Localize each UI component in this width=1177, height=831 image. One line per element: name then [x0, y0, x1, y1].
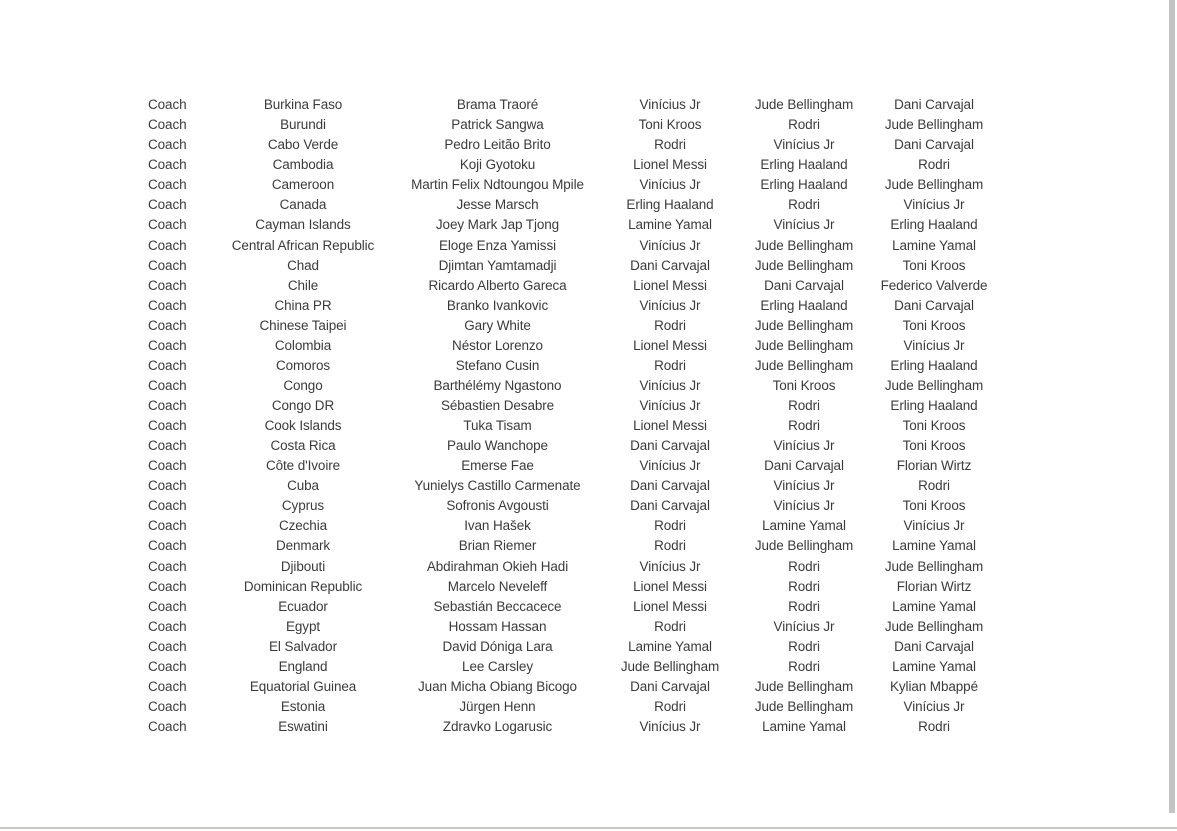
- cell-first-pick: Lamine Yamal: [628, 217, 712, 233]
- table-row: [148, 195, 993, 215]
- cell-coach-name: David Dóniga Lara: [442, 638, 553, 654]
- cell-second-pick: Jude Bellingham: [754, 97, 854, 113]
- cell-third-pick: Jude Bellingham: [884, 618, 984, 634]
- cell-third-pick: Dani Carvajal: [894, 97, 974, 113]
- cell-coach-name: Djimtan Yamtamadji: [438, 257, 557, 273]
- cell-country: Egypt: [285, 618, 321, 634]
- cell-country: Central African Republic: [231, 237, 375, 253]
- cell-second-pick: Vinícius Jr: [773, 618, 835, 634]
- cell-country: Cook Islands: [264, 418, 342, 434]
- cell-third-pick: Rodri: [918, 157, 950, 173]
- cell-country: Côte d'Ivoire: [265, 458, 341, 474]
- cell-country: China PR: [274, 297, 332, 313]
- cell-third-pick: Jude Bellingham: [884, 177, 984, 193]
- cell-coach-name: Marcelo Neveleff: [447, 578, 548, 594]
- cell-role: Coach: [148, 638, 187, 654]
- cell-first-pick: Dani Carvajal: [630, 257, 710, 273]
- cell-coach-name: Tuka Tisam: [463, 418, 532, 434]
- cell-second-pick: Vinícius Jr: [773, 137, 835, 153]
- cell-coach-name: Branko Ivankovic: [446, 297, 549, 313]
- cell-third-pick: Vinícius Jr: [903, 698, 965, 714]
- cell-second-pick: Rodri: [788, 578, 820, 594]
- cell-first-pick: Lionel Messi: [633, 418, 707, 434]
- cell-third-pick: Lamine Yamal: [892, 598, 976, 614]
- cell-third-pick: Florian Wirtz: [896, 458, 972, 474]
- cell-first-pick: Lionel Messi: [633, 277, 707, 293]
- cell-country: Djibouti: [280, 558, 326, 574]
- cell-role: Coach: [148, 398, 187, 413]
- cell-role: Coach: [148, 498, 187, 514]
- table-row: [148, 95, 993, 115]
- cell-first-pick: Lionel Messi: [633, 157, 707, 173]
- table-row: [148, 637, 993, 657]
- cell-second-pick: Dani Carvajal: [764, 458, 844, 474]
- cell-coach-name: Jesse Marsch: [456, 197, 539, 213]
- cell-third-pick: Vinícius Jr: [903, 197, 965, 213]
- cell-role: Coach: [148, 377, 187, 393]
- cell-role: Coach: [148, 117, 187, 133]
- cell-role: Coach: [148, 137, 187, 153]
- cell-country: Cayman Islands: [255, 217, 351, 233]
- cell-second-pick: Jude Bellingham: [754, 257, 854, 273]
- cell-country: Dominican Republic: [243, 578, 363, 594]
- page-bottom-border: [0, 827, 1177, 829]
- cell-role: Coach: [148, 518, 187, 534]
- table-row: [148, 135, 993, 155]
- cell-country: Costa Rica: [270, 438, 336, 454]
- cell-coach-name: Ivan Hašek: [464, 518, 531, 534]
- table-row: [148, 516, 993, 536]
- cell-third-pick: Toni Kroos: [902, 257, 966, 273]
- cell-first-pick: Dani Carvajal: [630, 498, 710, 514]
- cell-country: Denmark: [275, 538, 331, 554]
- table-row: [148, 496, 993, 516]
- cell-role: Coach: [148, 217, 187, 233]
- cell-first-pick: Vinícius Jr: [639, 719, 701, 734]
- votes-table: [148, 75, 993, 737]
- table-row: [148, 336, 993, 356]
- cell-third-pick: Lamine Yamal: [892, 237, 976, 253]
- cell-second-pick: Rodri: [788, 658, 820, 674]
- cell-second-pick: Jude Bellingham: [754, 317, 854, 333]
- cell-second-pick: Lamine Yamal: [762, 719, 846, 734]
- table-row: [148, 236, 993, 256]
- cell-first-pick: Rodri: [654, 137, 686, 153]
- cell-third-pick: Erling Haaland: [890, 398, 978, 413]
- cell-role: Coach: [148, 357, 187, 373]
- cell-second-pick: Rodri: [788, 558, 820, 574]
- cell-first-pick: Lionel Messi: [633, 598, 707, 614]
- cell-first-pick: Erling Haaland: [626, 197, 714, 213]
- cell-coach-name: Juan Micha Obiang Bicogo: [418, 678, 577, 694]
- cell-third-pick: Jude Bellingham: [884, 558, 984, 574]
- cell-country: Cuba: [287, 478, 319, 494]
- cell-third-pick: Kylian Mbappé: [889, 678, 978, 694]
- cell-country: Congo DR: [271, 398, 335, 413]
- cell-third-pick: Federico Valverde: [880, 277, 988, 293]
- cell-coach-name: Zdravko Logarusic: [442, 719, 553, 734]
- cell-second-pick: Jude Bellingham: [754, 538, 854, 554]
- cell-third-pick: Dani Carvajal: [894, 137, 974, 153]
- cell-role: Coach: [148, 277, 187, 293]
- cell-coach-name: Yunielys Castillo Carmenate: [414, 478, 581, 494]
- cell-coach-name: Pedro Leitão Brito: [444, 137, 551, 153]
- cell-role: Coach: [148, 297, 187, 313]
- cell-coach-name: Barthélémy Ngastono: [433, 377, 562, 393]
- cell-second-pick: Toni Kroos: [772, 377, 836, 393]
- cell-country: Burundi: [280, 117, 326, 133]
- cell-first-pick: Lionel Messi: [633, 578, 707, 594]
- cell-third-pick: Jude Bellingham: [884, 377, 984, 393]
- cell-role: Coach: [148, 97, 187, 113]
- cell-role: Coach: [148, 458, 187, 474]
- cell-first-pick: Dani Carvajal: [630, 438, 710, 454]
- cell-second-pick: Dani Carvajal: [764, 277, 844, 293]
- table-row: [148, 215, 993, 235]
- cell-first-pick: Dani Carvajal: [630, 478, 710, 494]
- table-row: [148, 356, 993, 376]
- cell-third-pick: Rodri: [918, 719, 950, 734]
- cell-third-pick: Toni Kroos: [902, 438, 966, 454]
- cell-country: Cameroon: [271, 177, 335, 193]
- table-row: [148, 617, 993, 637]
- cell-country: Comoros: [275, 357, 331, 373]
- cell-first-pick: Vinícius Jr: [639, 97, 701, 113]
- cell-first-pick: Dani Carvajal: [630, 678, 710, 694]
- cell-third-pick: Dani Carvajal: [894, 638, 974, 654]
- cell-first-pick: Vinícius Jr: [639, 177, 701, 193]
- cell-role: Coach: [148, 538, 187, 554]
- cell-role: Coach: [148, 698, 187, 714]
- cell-coach-name: Joey Mark Jap Tjong: [435, 217, 560, 233]
- cell-second-pick: Vinícius Jr: [773, 478, 835, 494]
- cell-second-pick: Erling Haaland: [760, 157, 848, 173]
- cell-first-pick: Vinícius Jr: [639, 458, 701, 474]
- cell-country: Colombia: [274, 337, 332, 353]
- table-row: [148, 436, 993, 456]
- table-row: [148, 456, 993, 476]
- cell-coach-name: Jürgen Henn: [459, 698, 536, 714]
- cell-first-pick: Lamine Yamal: [628, 638, 712, 654]
- cell-role: Coach: [148, 558, 187, 574]
- cell-third-pick: Erling Haaland: [890, 357, 978, 373]
- cell-country: Burkina Faso: [263, 97, 343, 113]
- table-row: [148, 577, 993, 597]
- cell-country: Ecuador: [278, 598, 328, 614]
- cell-role: Coach: [148, 658, 187, 674]
- cell-second-pick: Jude Bellingham: [754, 357, 854, 373]
- table-row: [148, 677, 993, 697]
- cell-coach-name: Brian Riemer: [458, 538, 537, 554]
- cell-coach-name: Martin Felix Ndtoungou Mpile: [411, 177, 584, 193]
- cell-second-pick: Vinícius Jr: [773, 217, 835, 233]
- table-row: [148, 75, 993, 95]
- cell-first-pick: Rodri: [654, 518, 686, 534]
- cell-first-pick: Vinícius Jr: [639, 558, 701, 574]
- cell-role: Coach: [148, 438, 187, 454]
- table-row: [148, 557, 993, 577]
- table-row: [148, 296, 993, 316]
- cell-coach-name: Eloge Enza Yamissi: [438, 237, 556, 253]
- cell-first-pick: Rodri: [654, 357, 686, 373]
- cell-country: Equatorial Guinea: [249, 678, 357, 694]
- cell-coach-name: Lee Carsley: [462, 658, 533, 674]
- cell-second-pick: Jude Bellingham: [754, 698, 854, 714]
- vertical-scrollbar[interactable]: [1169, 0, 1175, 813]
- cell-third-pick: Erling Haaland: [890, 217, 978, 233]
- cell-coach-name: Emerse Fae: [461, 458, 534, 474]
- cell-country: Cabo Verde: [267, 137, 339, 153]
- cell-country: Congo: [283, 377, 323, 393]
- cell-role: Coach: [148, 719, 187, 734]
- cell-third-pick: Lamine Yamal: [892, 538, 976, 554]
- cell-coach-name: Ricardo Alberto Gareca: [428, 277, 567, 293]
- cell-role: Coach: [148, 317, 187, 333]
- cell-coach-name: Koji Gyotoku: [459, 157, 536, 173]
- cell-country: Cambodia: [272, 157, 334, 173]
- cell-first-pick: Rodri: [654, 317, 686, 333]
- table-row: [148, 155, 993, 175]
- cell-country: Cyprus: [281, 498, 325, 514]
- cell-first-pick: Rodri: [654, 538, 686, 554]
- cell-second-pick: Rodri: [788, 638, 820, 654]
- table-row: [148, 717, 993, 737]
- cell-first-pick: Rodri: [654, 698, 686, 714]
- cell-first-pick: Rodri: [654, 618, 686, 634]
- cell-coach-name: Hossam Hassan: [448, 618, 547, 634]
- table-row: [148, 276, 993, 296]
- cell-second-pick: Rodri: [788, 418, 820, 434]
- cell-first-pick: Vinícius Jr: [639, 297, 701, 313]
- cell-coach-name: Patrick Sangwa: [451, 117, 544, 133]
- cell-third-pick: Toni Kroos: [902, 317, 966, 333]
- cell-second-pick: Vinícius Jr: [773, 438, 835, 454]
- table-row: [148, 115, 993, 135]
- cell-country: El Salvador: [269, 638, 337, 654]
- cell-second-pick: Vinícius Jr: [773, 498, 835, 514]
- cell-role: Coach: [148, 598, 187, 614]
- cell-second-pick: Jude Bellingham: [754, 337, 854, 353]
- cell-role: Coach: [148, 578, 187, 594]
- cell-role: Coach: [148, 418, 187, 434]
- cell-second-pick: Rodri: [788, 598, 820, 614]
- cell-coach-name: Néstor Lorenzo: [452, 337, 543, 353]
- table-row: [148, 376, 993, 396]
- cell-first-pick: Vinícius Jr: [639, 398, 701, 413]
- table-row: [148, 697, 993, 717]
- cell-coach-name: Sebastián Beccacece: [433, 598, 562, 614]
- cell-role: Coach: [148, 257, 187, 273]
- cell-role: Coach: [148, 177, 187, 193]
- cell-country: Chad: [287, 257, 319, 273]
- cell-country: Chile: [287, 277, 319, 293]
- table-row: [148, 536, 993, 556]
- cell-first-pick: Vinícius Jr: [639, 377, 701, 393]
- table-row: [148, 396, 993, 416]
- table-row: [148, 597, 993, 617]
- cell-third-pick: Florian Wirtz: [896, 578, 972, 594]
- cell-coach-name: Sofronis Avgousti: [446, 498, 549, 514]
- cell-coach-name: Abdirahman Okieh Hadi: [426, 558, 569, 574]
- cell-third-pick: Toni Kroos: [902, 418, 966, 434]
- cell-second-pick: Lamine Yamal: [762, 518, 846, 534]
- cell-first-pick: Jude Bellingham: [620, 658, 720, 674]
- cell-coach-name: Sébastien Desabre: [440, 398, 555, 413]
- cell-third-pick: Lamine Yamal: [892, 658, 976, 674]
- table-row: [148, 316, 993, 336]
- cell-third-pick: Vinícius Jr: [903, 337, 965, 353]
- cell-second-pick: Rodri: [788, 197, 820, 213]
- cell-third-pick: Rodri: [918, 478, 950, 494]
- cell-role: Coach: [148, 678, 187, 694]
- cell-role: Coach: [148, 337, 187, 353]
- cell-third-pick: Jude Bellingham: [884, 117, 984, 133]
- cell-country: Eswatini: [278, 719, 328, 734]
- cell-country: Czechia: [278, 518, 328, 534]
- cell-second-pick: Jude Bellingham: [754, 237, 854, 253]
- cell-second-pick: Rodri: [788, 398, 820, 413]
- table-row: [148, 175, 993, 195]
- table-row: [148, 256, 993, 276]
- cell-second-pick: Erling Haaland: [760, 297, 848, 313]
- table-row: [148, 657, 993, 677]
- cell-role: Coach: [148, 157, 187, 173]
- cell-second-pick: Jude Bellingham: [754, 678, 854, 694]
- cell-role: Coach: [148, 618, 187, 634]
- cell-third-pick: Vinícius Jr: [903, 518, 965, 534]
- cell-country: Estonia: [280, 698, 326, 714]
- cell-role: Coach: [148, 478, 187, 494]
- cell-country: Chinese Taipei: [259, 317, 347, 333]
- table-row: [148, 476, 993, 496]
- cell-coach-name: Stefano Cusin: [455, 357, 540, 373]
- cell-country: England: [278, 658, 328, 674]
- cell-first-pick: Vinícius Jr: [639, 237, 701, 253]
- cell-first-pick: Lionel Messi: [633, 337, 707, 353]
- cell-coach-name: Brama Traoré: [456, 97, 539, 113]
- cell-role: Coach: [148, 197, 187, 213]
- cell-role: Coach: [148, 237, 187, 253]
- cell-second-pick: Erling Haaland: [760, 177, 848, 193]
- cell-first-pick: Toni Kroos: [638, 117, 702, 133]
- cell-third-pick: Dani Carvajal: [894, 297, 974, 313]
- cell-coach-name: Paulo Wanchope: [447, 438, 548, 454]
- cell-coach-name: Gary White: [464, 317, 531, 333]
- cell-third-pick: Toni Kroos: [902, 498, 966, 514]
- cell-country: Canada: [279, 197, 327, 213]
- cell-second-pick: Rodri: [788, 117, 820, 133]
- table-row: [148, 416, 993, 436]
